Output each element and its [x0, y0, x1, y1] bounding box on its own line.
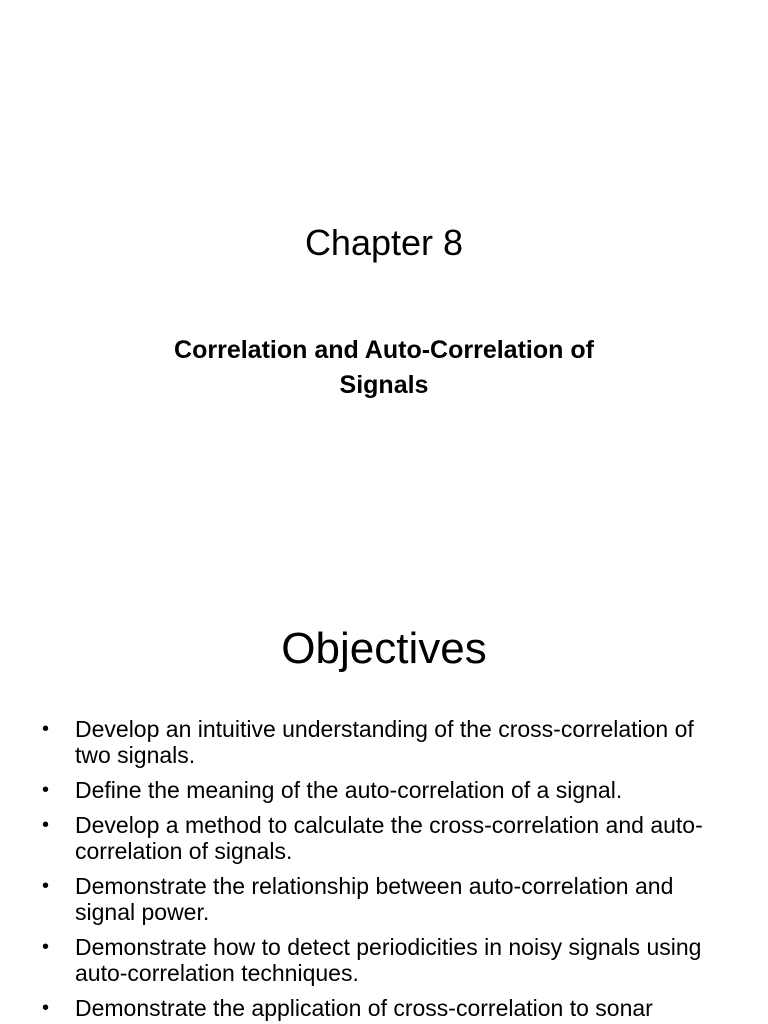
objective-item: [0, 873, 768, 925]
objective-item: [0, 934, 768, 986]
objective-item: [0, 777, 768, 803]
objective-item: [0, 995, 768, 1021]
objective-text: Define the meaning of the auto-correlation of a signal.: [75, 777, 623, 803]
bullet-icon: •: [42, 814, 50, 836]
chapter-subtitle-line-2: Signals: [339, 371, 429, 399]
bullet-icon: •: [42, 779, 50, 801]
objective-text: Develop an intuitive understanding of the cross-correlation of two signals.: [75, 716, 694, 768]
bullet-icon: •: [42, 936, 50, 958]
objective-text: Demonstrate the application of cross-correlation to sonar: [75, 995, 653, 1021]
objective-text: Demonstrate how to detect periodicities in noisy signals using auto-correlation techniques.: [75, 934, 702, 986]
objectives-list: [0, 716, 768, 1024]
objective-text: Develop a method to calculate the cross-correlation and auto-correlation of signals.: [75, 812, 703, 864]
objective-item: [0, 812, 768, 864]
chapter-subtitle: [84, 333, 684, 403]
objective-text: Demonstrate the relationship between auto-correlation and signal power.: [75, 873, 674, 925]
bullet-icon: •: [42, 718, 50, 740]
chapter-subtitle-line-1: Correlation and Auto-Correlation of: [174, 336, 594, 364]
bullet-icon: •: [42, 997, 50, 1019]
bullet-icon: •: [42, 875, 50, 897]
objectives-title: Objectives: [281, 624, 487, 673]
objective-item: [0, 716, 768, 768]
chapter-title: Chapter 8: [304, 222, 464, 263]
objectives-slide: [0, 576, 768, 1024]
